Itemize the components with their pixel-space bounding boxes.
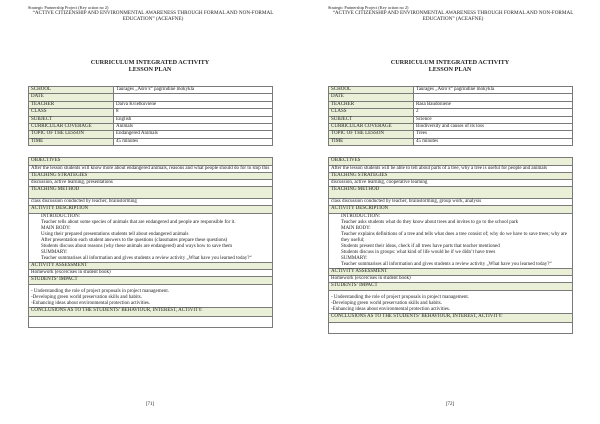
info-value: Science bbox=[414, 116, 573, 123]
description-line: Teacher summarises all information and gives students a review activity „What have you learned today?“ bbox=[41, 255, 252, 261]
info-value: 45 minutes bbox=[114, 138, 273, 145]
description-body bbox=[29, 213, 273, 262]
objectives-heading: OBJECTIVES bbox=[29, 158, 273, 166]
impact-line: - Understanding the role of project proposals in project management. bbox=[331, 294, 470, 300]
info-value: 8 bbox=[114, 109, 273, 116]
objectives-text: After the lesson students will know more about endangered animals, reasons and what people should do for to stop this bbox=[29, 165, 273, 172]
conclusions-body bbox=[329, 322, 573, 333]
strategies-heading: TEACHING STRATEGIES bbox=[329, 172, 573, 180]
description-body bbox=[329, 213, 573, 268]
assessment-heading: ACTIVITY ASSESSMENT bbox=[29, 262, 273, 270]
info-value: Animals bbox=[114, 123, 273, 130]
method-text: class discussion conducted by teacher, brainstorming, group work, analysis bbox=[329, 199, 573, 206]
info-value: Trees bbox=[414, 131, 573, 138]
description-line: INTRODUCTION: bbox=[341, 213, 381, 219]
objectives-text: After the lesson students will be able to tell about parts of a tree, why a tree is useful for people and animals bbox=[329, 165, 573, 172]
info-value: Daiva Kvietkuvienė bbox=[114, 101, 273, 108]
info-label: DATE bbox=[29, 94, 114, 101]
description-heading: ACTIVITY DESCRIPTION bbox=[329, 206, 573, 214]
info-value: Tauragės „Ašro’s“ pagrindinė mokykla bbox=[414, 87, 573, 94]
description-line: Students discuss in groups: what kind of life would be if we didn’t have trees bbox=[341, 249, 496, 255]
description-line: MAIN BODY: bbox=[341, 225, 371, 231]
assessment-text: Homework (excercises in student book) bbox=[29, 270, 273, 277]
description-line: SUMMARY: bbox=[341, 255, 368, 261]
lesson-plan-title: LESSON PLAN bbox=[128, 66, 172, 73]
lesson-plan-table bbox=[28, 157, 273, 328]
lesson-plan-table bbox=[328, 157, 573, 334]
impact-body bbox=[29, 284, 273, 307]
impact-body bbox=[329, 290, 573, 313]
impact-line: -Developing green world preservation skills and habits. bbox=[331, 300, 442, 306]
info-label: TIME bbox=[29, 138, 114, 145]
document-page-right bbox=[300, 0, 600, 424]
activity-title: CURRICULUM INTEGRATED ACTIVITY bbox=[390, 59, 510, 66]
conclusions-body bbox=[29, 316, 273, 327]
info-label: TEACHER bbox=[329, 101, 414, 108]
page-number: [71] bbox=[145, 402, 155, 407]
info-value: 2 bbox=[414, 109, 573, 116]
impact-heading: STUDENTS’ IMPACT bbox=[29, 277, 273, 285]
description-heading: ACTIVITY DESCRIPTION bbox=[29, 206, 273, 214]
objectives-heading: OBJECTIVES bbox=[329, 158, 573, 166]
description-line: Students discuss about reasons (why these animals are endangered) and ways how to save them bbox=[41, 243, 233, 249]
description-line: INTRODUCTION: bbox=[41, 213, 81, 219]
info-label: DATE bbox=[329, 94, 414, 101]
project-header: Strategic Partnership Project (Key action no 2) bbox=[28, 5, 109, 10]
conclusions-heading: CONCLUSIONS AS TO THE STUDENTS’ BEHAVIOUR, INTEREST, ACTIVITY: bbox=[329, 313, 573, 322]
info-label: CURRICULAR COVERAGE bbox=[329, 123, 414, 130]
description-line: MAIN BODY: bbox=[41, 225, 71, 231]
lesson-plan-title: LESSON PLAN bbox=[428, 66, 472, 73]
lesson-info-table bbox=[28, 86, 273, 146]
info-label: SUBJECT bbox=[29, 116, 114, 123]
description-line: Teacher summarises all information and gives students a review activity „What have you learned today?“ bbox=[341, 261, 552, 267]
impact-line: -Enhancing ideas about environmental protection activities. bbox=[331, 306, 451, 312]
strategies-text: discussion, active learning, cooperative learning bbox=[329, 180, 573, 187]
page-number: [72] bbox=[445, 402, 455, 407]
strategies-heading: TEACHING STRATEGIES bbox=[29, 172, 273, 180]
description-line: Teacher asks students what do they know about trees and invites to go to the school park bbox=[341, 219, 519, 225]
description-line: SUMMARY: bbox=[41, 249, 68, 255]
description-line: Teacher tells about some species of animals that are endangered and people are responsible for it. bbox=[41, 219, 236, 225]
info-label: TEACHER bbox=[29, 101, 114, 108]
info-label: CLASS bbox=[29, 109, 114, 116]
impact-line: -Enhancing ideas about environmental protection activities. bbox=[31, 300, 151, 306]
info-label: TIME bbox=[329, 138, 414, 145]
info-label: SUBJECT bbox=[329, 116, 414, 123]
activity-title: CURRICULUM INTEGRATED ACTIVITY bbox=[90, 59, 210, 66]
project-title: “ACTIVE CITIZENSHIP AND ENVIRONMENTAL AWARENESS THROUGH FORMAL AND NON-FORMAL EDUCATION” (ACEAFNE) bbox=[32, 10, 274, 22]
method-text: class discussion conducted by teacher, brainstorming bbox=[29, 199, 273, 206]
description-line: Students present their ideas, check if all trees have parts that teacher mentioned bbox=[341, 243, 500, 249]
info-label: SCHOOL bbox=[29, 87, 114, 94]
project-header: Strategic Partnership Project (Key action no 2) bbox=[328, 5, 409, 10]
info-label: SCHOOL bbox=[329, 87, 414, 94]
strategies-text: discussion, active learning, presentations bbox=[29, 180, 273, 187]
info-value: Tauragės „Ašro’s“ pagrindinė mokykla bbox=[114, 87, 273, 94]
conclusions-heading: CONCLUSIONS AS TO THE STUDENTS’ BEHAVIOUR, INTEREST, ACTIVITY: bbox=[29, 307, 273, 316]
info-value: Endangered Animals bbox=[114, 131, 273, 138]
method-heading: TEACHING METHOD bbox=[329, 187, 573, 199]
project-title: “ACTIVE CITIZENSHIP AND ENVIRONMENTAL AWARENESS THROUGH FORMAL AND NON-FORMAL EDUCATION” (ACEAFNE) bbox=[332, 10, 574, 22]
info-label: CURRICULAR COVERAGE bbox=[29, 123, 114, 130]
description-line: Teacher explains definitions of a tree and tells what does a tree consist of; why do we have to save trees; why are they useful; bbox=[341, 231, 567, 243]
lesson-info-table bbox=[328, 86, 573, 146]
method-heading: TEACHING METHOD bbox=[29, 187, 273, 199]
info-value: 45 minutes bbox=[414, 138, 573, 145]
info-label: CLASS bbox=[329, 109, 414, 116]
impact-line: -Developing green world preservation skills and habits. bbox=[31, 294, 142, 300]
info-value: English bbox=[114, 116, 273, 123]
info-label: TOPIC OF THE LESSON bbox=[29, 131, 114, 138]
info-label: TOPIC OF THE LESSON bbox=[329, 131, 414, 138]
description-line: Using their prepared presentations students tell about endangered animals bbox=[41, 231, 189, 237]
impact-heading: STUDENTS’ IMPACT bbox=[329, 283, 573, 291]
info-value: Biodiversity and causes of its loss bbox=[414, 123, 573, 130]
assessment-text: Homework (excercises in student book) bbox=[329, 276, 573, 283]
impact-line: - Understanding the role of project proposals in project management. bbox=[31, 288, 170, 294]
info-value bbox=[414, 94, 573, 101]
description-line: After presentation each student answers to the questions (classmates prepare these questions) bbox=[41, 237, 228, 243]
info-value bbox=[114, 94, 273, 101]
info-value: Rasa Baudonienė bbox=[414, 101, 573, 108]
assessment-heading: ACTIVITY ASSESSMENT bbox=[329, 268, 573, 276]
